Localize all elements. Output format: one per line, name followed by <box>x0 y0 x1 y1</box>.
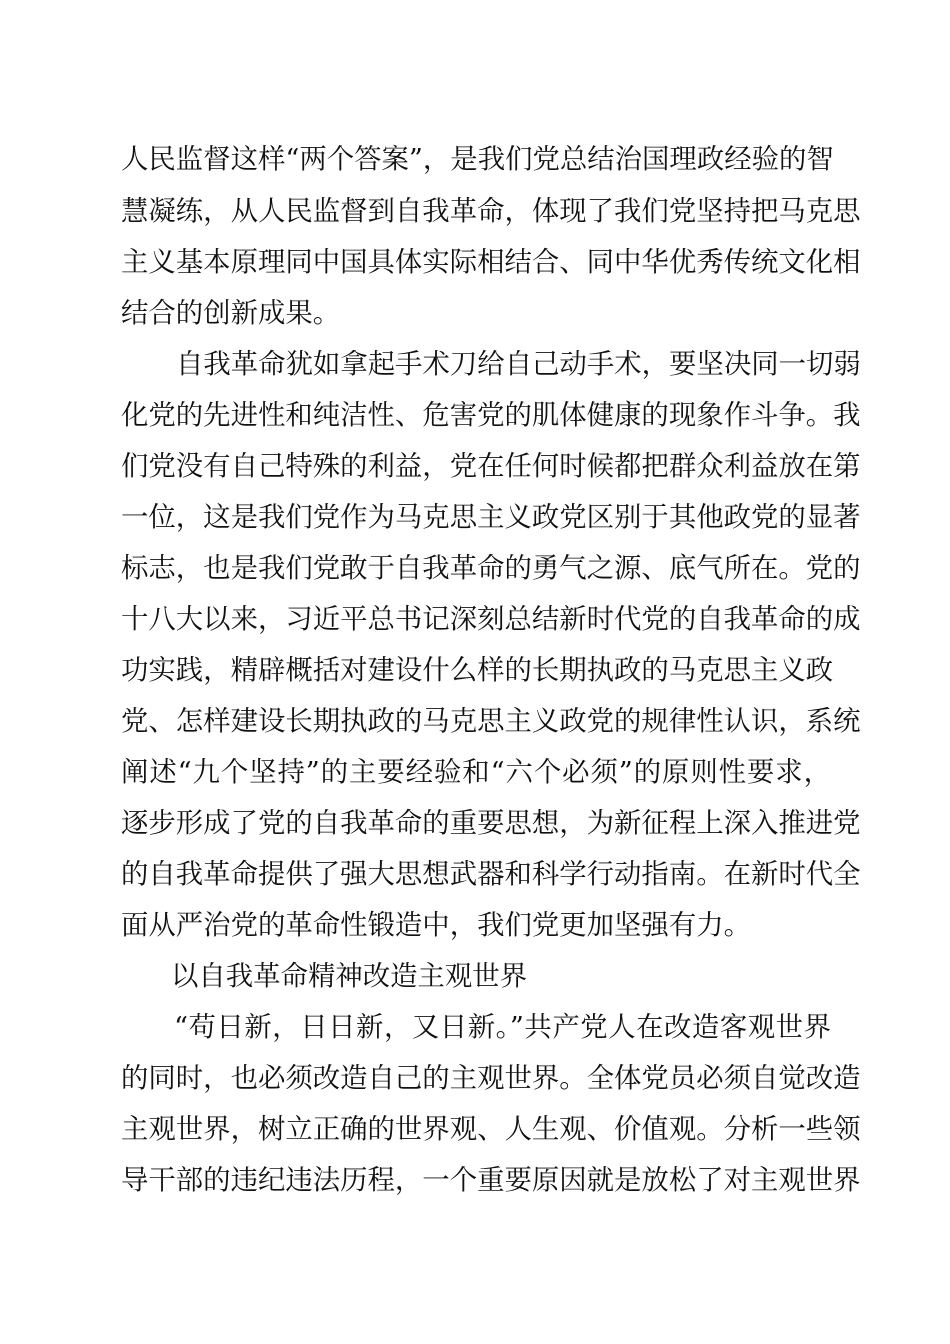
text-line: 功实践，精辟概括对建设什么样的长期执政的马克思主义政 <box>121 655 834 686</box>
text-line: 人民监督这样“两个答案”，是我们党总结治国理政经验的智 <box>121 144 834 175</box>
text-line: 一位，这是我们党作为马克思主义政党区别于其他政党的显著 <box>121 502 861 533</box>
paragraph-first-line: “苟日新，日日新，又日新。”共产党人在改造客观世界 <box>174 1012 831 1043</box>
text-line: 们党没有自己特殊的利益，党在任何时候都把群众利益放在第 <box>121 451 861 482</box>
text-line: 主义基本原理同中国具体实际相结合、同中华优秀传统文化相 <box>121 247 861 278</box>
text-line: 标志，也是我们党敢于自我革命的勇气之源、底气所在。党的 <box>121 553 861 584</box>
text-line: 的同时，也必须改造自己的主观世界。全体党员必须自觉改造 <box>121 1063 861 1094</box>
text-line: 逐步形成了党的自我革命的重要思想，为新征程上深入推进党 <box>121 808 861 839</box>
paragraph-first-line: 自我革命犹如拿起手术刀给自己动手术，要坚决同一切弱 <box>176 349 861 380</box>
text-line: 慧凝练，从人民监督到自我革命，体现了我们党坚持把马克思 <box>121 196 861 227</box>
text-line: 主观世界，树立正确的世界观、人生观、价值观。分析一些领 <box>121 1114 861 1145</box>
text-line: 面从严治党的革命性锻造中，我们党更加坚强有力。 <box>121 910 751 941</box>
text-line: 结合的创新成果。 <box>121 298 341 329</box>
text-line: 阐述“九个坚持”的主要经验和“六个必须”的原则性要求， <box>121 757 831 788</box>
text-line: 党、怎样建设长期执政的马克思主义政党的规律性认识，系统 <box>121 706 861 737</box>
section-heading: 以自我革命精神改造主观世界 <box>171 961 528 992</box>
text-line: 导干部的违纪违法历程，一个重要原因就是放松了对主观世界 <box>121 1165 861 1196</box>
text-line: 的自我革命提供了强大思想武器和科学行动指南。在新时代全 <box>121 859 861 890</box>
text-line: 十八大以来，习近平总书记深刻总结新时代党的自我革命的成 <box>121 604 861 635</box>
text-line: 化党的先进性和纯洁性、危害党的肌体健康的现象作斗争。我 <box>121 400 861 431</box>
